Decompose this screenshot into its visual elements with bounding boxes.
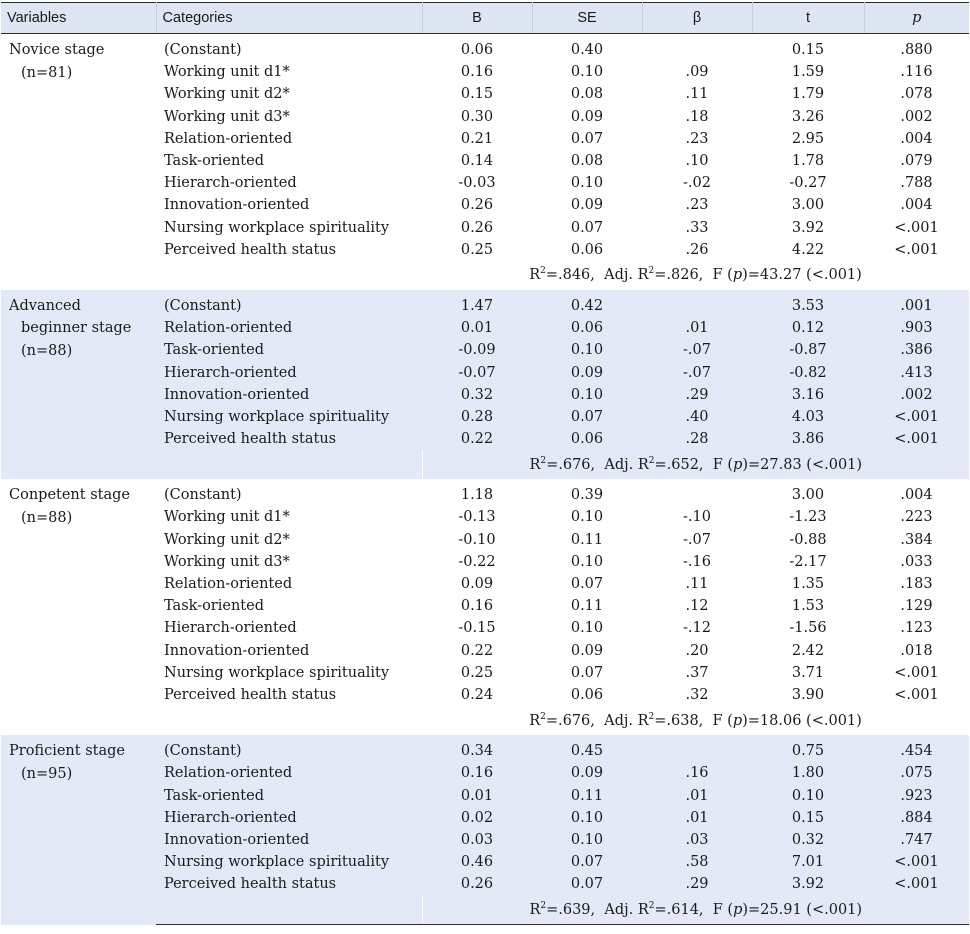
beta-cell: .28 (642, 428, 752, 450)
se-cell: 0.10 (570, 553, 604, 570)
t-cell: 0.15 (752, 807, 864, 829)
summary-spacer (156, 895, 422, 925)
header-b: B (422, 3, 532, 34)
f-value: )=43.27 (<.001) (742, 267, 862, 284)
p-cell: .384 (900, 531, 933, 548)
p-cell: .413 (864, 361, 969, 383)
beta-cell (642, 34, 752, 62)
beta-cell (642, 479, 752, 506)
b-cell: 0.01 (422, 317, 532, 339)
b-cell: 0.16 (460, 598, 494, 615)
category-cell: Innovation-oriented (164, 642, 310, 659)
r-squared-value: =.676, (545, 712, 595, 729)
b-cell: 0.16 (422, 762, 532, 784)
group-name: Conpetent stage (9, 487, 130, 504)
b-cell: 0.22 (422, 428, 532, 450)
t-cell: -0.27 (789, 175, 827, 192)
group-label (1, 479, 156, 735)
superscript-2: 2 (648, 266, 655, 277)
beta-cell: -.07 (642, 339, 752, 361)
se-cell: 0.08 (570, 86, 604, 103)
b-cell: 0.21 (460, 130, 494, 147)
group-n: (n=95) (21, 765, 73, 782)
b-cell: -0.13 (458, 509, 496, 526)
superscript-2: 2 (648, 711, 655, 722)
summary-spacer (156, 450, 422, 479)
adj-r-squared-value: =.652, (654, 456, 704, 473)
p-cell: <.001 (864, 428, 969, 450)
t-cell: 3.92 (791, 219, 825, 236)
t-cell: 3.71 (791, 664, 825, 681)
b-cell: 0.09 (460, 576, 494, 593)
b-cell: 0.26 (422, 873, 532, 895)
group-label (1, 34, 156, 290)
t-cell: 4.03 (752, 406, 864, 428)
beta-cell: -.12 (683, 620, 711, 637)
b-cell: 0.22 (460, 642, 494, 659)
b-cell: 0.16 (460, 64, 494, 81)
category-cell: Working unit d1* (164, 509, 290, 526)
beta-cell: .09 (685, 64, 709, 81)
adj-label: Adj. R (604, 901, 649, 918)
superscript-2: 2 (540, 266, 546, 277)
p-cell: .880 (900, 42, 933, 59)
se-cell: 0.11 (532, 784, 642, 806)
category-cell: Relation-oriented (164, 130, 293, 147)
beta-cell (642, 735, 752, 762)
category-cell: Hierarch-oriented (164, 620, 297, 637)
t-cell: 1.79 (791, 86, 825, 103)
p-cell: .903 (864, 317, 969, 339)
beta-cell: .40 (642, 406, 752, 428)
category-cell: Innovation-oriented (164, 197, 310, 214)
header-variables: Variables (1, 3, 156, 34)
t-cell: 3.90 (791, 686, 825, 703)
adj-r-squared-value: =.614, (654, 901, 704, 918)
beta-cell: .58 (642, 851, 752, 873)
beta-cell: .26 (685, 241, 709, 258)
category-cell: Nursing workplace spirituality (164, 664, 390, 681)
se-cell: 0.10 (532, 384, 642, 406)
b-cell: 1.18 (460, 487, 494, 504)
f-value: )=25.91 (<.001) (742, 901, 863, 918)
se-cell: 0.06 (532, 428, 642, 450)
t-cell: 3.00 (791, 197, 825, 214)
se-cell: 0.39 (570, 487, 604, 504)
p-cell: .078 (900, 86, 933, 103)
category-cell: Innovation-oriented (156, 829, 422, 851)
table-row (1, 290, 969, 317)
category-cell: Working unit d1* (164, 64, 290, 81)
adj-r-squared-value: =.638, (654, 712, 704, 729)
category-cell: Task-oriented (156, 784, 422, 806)
adj-label: Adj. R (604, 712, 649, 729)
superscript-2: 2 (648, 900, 655, 911)
f-value: )=27.83 (<.001) (742, 456, 863, 473)
se-cell: 0.10 (570, 64, 604, 81)
f-label: F ( (712, 712, 733, 729)
se-cell: 0.09 (532, 762, 642, 784)
beta-cell: .23 (685, 197, 709, 214)
b-cell: 0.46 (422, 851, 532, 873)
p-italic: p (733, 901, 743, 918)
se-cell: 0.09 (570, 108, 604, 125)
beta-cell: -.07 (642, 361, 752, 383)
group-name: Proficient stage (9, 743, 125, 760)
beta-cell: .23 (685, 130, 709, 147)
group-name-line1: Advanced (9, 297, 81, 314)
beta-cell: -.02 (683, 175, 711, 192)
t-cell: 0.75 (752, 735, 864, 762)
beta-cell: -.10 (683, 509, 711, 526)
p-italic: p (732, 712, 743, 729)
category-cell: Perceived health status (156, 873, 422, 895)
p-cell: <.001 (894, 241, 939, 258)
category-cell: Nursing workplace spirituality (156, 406, 422, 428)
beta-cell: .37 (685, 664, 709, 681)
p-cell: .079 (900, 153, 933, 170)
model-summary: $R^2=.676$, Adj. $R^2=.638$, F (p)=18.06 (<.001) (529, 711, 862, 729)
b-cell: -0.07 (422, 361, 532, 383)
p-cell: <.001 (864, 851, 969, 873)
t-cell: 3.53 (752, 290, 864, 317)
t-cell: 3.16 (752, 384, 864, 406)
se-cell: 0.10 (532, 829, 642, 851)
group-label (1, 290, 156, 479)
beta-cell: .29 (642, 384, 752, 406)
beta-cell: .01 (642, 807, 752, 829)
se-cell: 0.10 (532, 807, 642, 829)
b-cell: 0.30 (460, 108, 494, 125)
model-summary: $R^2=.676$, Adj. $R^2=.652$, F (p)=27.83 (<.001) (422, 450, 969, 479)
se-cell: 0.08 (570, 153, 604, 170)
b-cell: 0.14 (460, 153, 494, 170)
t-cell: -1.23 (789, 509, 827, 526)
header-beta: β (642, 3, 752, 34)
beta-cell: .16 (642, 762, 752, 784)
regression-table (1, 2, 969, 925)
group-n: (n=88) (21, 342, 73, 359)
table-row (1, 735, 969, 762)
b-cell: -0.10 (458, 531, 496, 548)
t-cell: 1.80 (752, 762, 864, 784)
category-cell: Relation-oriented (156, 317, 422, 339)
se-cell: 0.10 (532, 339, 642, 361)
b-cell: -0.09 (422, 339, 532, 361)
p-cell: .923 (864, 784, 969, 806)
group-name: Novice stage (9, 42, 105, 58)
t-cell: 1.78 (791, 153, 825, 170)
header-categories: Categories (156, 3, 422, 34)
p-cell: .018 (900, 642, 933, 659)
t-cell: 0.15 (791, 42, 825, 59)
t-cell: 3.00 (791, 487, 825, 504)
t-cell: 1.53 (791, 598, 825, 615)
beta-cell: .20 (685, 642, 709, 659)
p-cell: .004 (900, 197, 933, 214)
t-cell: 2.95 (791, 130, 825, 147)
category-cell: (Constant) (156, 290, 422, 317)
p-cell: <.001 (894, 664, 939, 681)
group-1 (1, 290, 969, 479)
superscript-2: 2 (540, 455, 547, 466)
header-se: SE (532, 3, 642, 34)
f-label: F ( (712, 267, 733, 284)
se-cell: 0.11 (570, 531, 604, 548)
category-cell: Relation-oriented (164, 576, 293, 593)
group-label (1, 735, 156, 925)
p-cell: .033 (900, 553, 933, 570)
category-cell: Task-oriented (164, 153, 264, 170)
r-squared-value: =.846, (545, 267, 595, 284)
t-cell: -0.87 (752, 339, 864, 361)
se-cell: 0.07 (532, 406, 642, 428)
beta-cell: .01 (642, 317, 752, 339)
header-p: p (864, 3, 969, 34)
beta-cell: .18 (685, 108, 709, 125)
se-cell: 0.40 (570, 42, 604, 59)
beta-cell: -.16 (683, 553, 711, 570)
p-italic: p (732, 267, 743, 284)
beta-cell: .03 (642, 829, 752, 851)
b-cell: 0.25 (460, 241, 494, 258)
se-cell: 0.07 (570, 130, 604, 147)
t-cell: 1.35 (791, 576, 825, 593)
t-cell: -1.56 (789, 620, 827, 637)
b-cell: 0.28 (422, 406, 532, 428)
f-label: F ( (712, 901, 734, 918)
model-summary: $R^2=.846$, Adj. $R^2=.826$, F (p)=43.27 (<.001) (529, 266, 862, 284)
adj-label: Adj. R (604, 456, 649, 473)
p-cell: .454 (864, 735, 969, 762)
se-cell: 0.07 (532, 873, 642, 895)
se-cell: 0.09 (532, 361, 642, 383)
p-cell: .123 (900, 620, 933, 637)
table-header (1, 3, 969, 34)
p-cell: .788 (900, 175, 933, 192)
beta-cell: .12 (685, 598, 709, 615)
group-n: (n=81) (21, 64, 73, 81)
p-cell: .386 (864, 339, 969, 361)
t-cell: 3.92 (752, 873, 864, 895)
table-row (1, 479, 969, 506)
se-cell: 0.45 (532, 735, 642, 762)
beta-cell: .10 (685, 153, 709, 170)
p-cell: .004 (900, 130, 933, 147)
category-cell: Working unit d2* (164, 86, 290, 103)
se-cell: 0.11 (570, 598, 604, 615)
category-cell: Perceived health status (164, 241, 337, 258)
beta-cell: .29 (642, 873, 752, 895)
p-cell: .183 (900, 576, 933, 593)
adj-r-squared-value: =.826, (654, 267, 704, 284)
header-t: t (752, 3, 864, 34)
beta-cell: .32 (685, 686, 709, 703)
b-cell: 0.32 (422, 384, 532, 406)
category-cell: Task-oriented (156, 339, 422, 361)
r-squared-value: =.639, (546, 901, 596, 918)
group-2 (1, 479, 969, 735)
p-cell: .116 (900, 64, 933, 81)
p-cell: <.001 (864, 406, 969, 428)
t-cell: -0.82 (752, 361, 864, 383)
b-cell: 0.03 (422, 829, 532, 851)
se-cell: 0.07 (532, 851, 642, 873)
category-cell: Hierarch-oriented (156, 807, 422, 829)
category-cell: (Constant) (164, 42, 242, 59)
p-cell: .075 (864, 762, 969, 784)
se-cell: 0.10 (570, 620, 604, 637)
p-italic: p (733, 456, 743, 473)
b-cell: -0.15 (458, 620, 496, 637)
model-summary: $R^2=.639$, Adj. $R^2=.614$, F (p)=25.91 (<.001) (422, 895, 969, 925)
category-cell: Task-oriented (164, 598, 264, 615)
se-cell: 0.07 (570, 576, 604, 593)
p-cell: <.001 (864, 873, 969, 895)
group-0 (1, 34, 969, 290)
p-cell: .129 (900, 598, 933, 615)
category-cell: Working unit d2* (164, 531, 290, 548)
p-cell: .001 (864, 290, 969, 317)
t-cell: 0.32 (752, 829, 864, 851)
beta-cell: -.07 (683, 531, 711, 548)
b-cell: 0.02 (422, 807, 532, 829)
p-cell: .223 (900, 509, 933, 526)
se-cell: 0.10 (570, 175, 604, 192)
p-cell: <.001 (894, 686, 939, 703)
se-cell: 0.06 (570, 241, 604, 258)
group-3 (1, 735, 969, 925)
category-cell: Relation-oriented (156, 762, 422, 784)
category-cell: Nursing workplace spirituality (164, 219, 390, 236)
b-cell: 1.47 (422, 290, 532, 317)
t-cell: 0.12 (752, 317, 864, 339)
b-cell: 0.24 (460, 686, 494, 703)
summary-spacer (156, 706, 422, 735)
t-cell: -0.88 (789, 531, 827, 548)
p-cell: .004 (900, 487, 933, 504)
se-cell: 0.10 (570, 509, 604, 526)
category-cell: Nursing workplace spirituality (156, 851, 422, 873)
beta-cell: .11 (685, 86, 709, 103)
superscript-2: 2 (540, 711, 546, 722)
t-cell: 3.26 (791, 108, 825, 125)
group-name-line2: beginner stage (21, 320, 132, 337)
b-cell: -0.03 (458, 175, 496, 192)
b-cell: -0.22 (458, 553, 496, 570)
b-cell: 0.26 (460, 219, 494, 236)
b-cell: 0.06 (460, 42, 494, 59)
table-row (1, 34, 969, 62)
adj-label: Adj. R (604, 267, 649, 284)
se-cell: 0.07 (570, 219, 604, 236)
se-cell: 0.06 (570, 686, 604, 703)
p-cell: .884 (864, 807, 969, 829)
category-cell: Perceived health status (164, 686, 337, 703)
p-cell: .002 (864, 384, 969, 406)
b-cell: 0.01 (422, 784, 532, 806)
se-cell: 0.09 (570, 642, 604, 659)
category-cell: Innovation-oriented (156, 384, 422, 406)
t-cell: 4.22 (791, 241, 825, 258)
category-cell: Perceived health status (156, 428, 422, 450)
t-cell: -2.17 (789, 553, 827, 570)
se-cell: 0.42 (532, 290, 642, 317)
t-cell: 0.10 (752, 784, 864, 806)
category-cell: (Constant) (164, 487, 242, 504)
f-label: F ( (712, 456, 734, 473)
summary-spacer (156, 261, 422, 290)
f-value: )=18.06 (<.001) (742, 712, 862, 729)
category-cell: Hierarch-oriented (164, 175, 297, 192)
b-cell: 0.15 (460, 86, 494, 103)
beta-cell: .11 (685, 576, 709, 593)
b-cell: 0.34 (422, 735, 532, 762)
b-cell: 0.26 (460, 197, 494, 214)
t-cell: 3.86 (752, 428, 864, 450)
p-cell: .002 (900, 108, 933, 125)
category-cell: Working unit d3* (164, 108, 290, 125)
se-cell: 0.09 (570, 197, 604, 214)
beta-cell (642, 290, 752, 317)
p-cell: <.001 (894, 219, 939, 236)
b-cell: 0.25 (460, 664, 494, 681)
t-cell: 1.59 (791, 64, 825, 81)
t-cell: 2.42 (791, 642, 825, 659)
beta-cell: .01 (642, 784, 752, 806)
se-cell: 0.06 (532, 317, 642, 339)
group-n: (n=88) (21, 509, 73, 526)
t-cell: 7.01 (752, 851, 864, 873)
p-cell: .747 (864, 829, 969, 851)
se-cell: 0.07 (570, 664, 604, 681)
superscript-2: 2 (648, 455, 655, 466)
superscript-2: 2 (540, 900, 547, 911)
beta-cell: .33 (685, 219, 709, 236)
category-cell: Working unit d3* (164, 553, 290, 570)
category-cell: (Constant) (156, 735, 422, 762)
category-cell: Hierarch-oriented (156, 361, 422, 383)
r-squared-value: =.676, (546, 456, 596, 473)
